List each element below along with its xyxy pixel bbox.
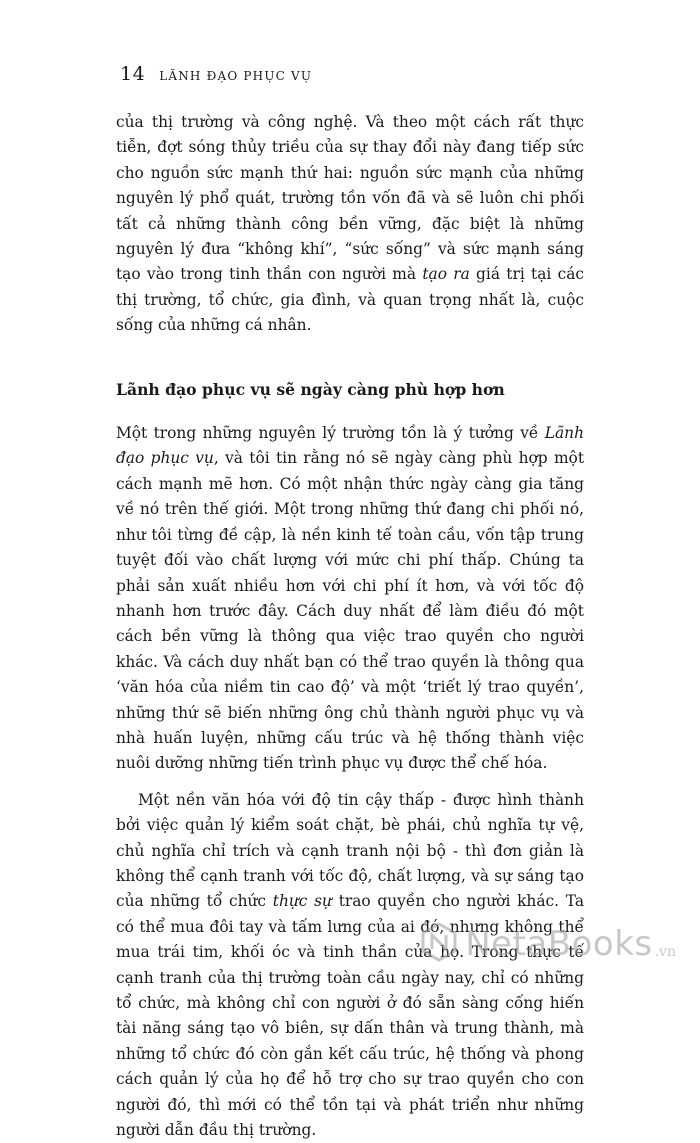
paragraph-1-text-a: của thị trường và công nghệ. Và theo một cách rất thực tiễn, đợt sóng thủy triều của sự thay đổi này đang tiếp sức cho nguồn sức mạnh thứ hai: nguồn sức mạnh của những nguyên lý phổ quát, trường tồn vốn đã và sẽ luôn chi phối tất cả những thành công bền vững, đặc biệt là những nguyên lý đưa “không khí”, “sức sống” và sức mạnh sáng tạo vào trong tinh thần con người mà	[116, 113, 584, 284]
paragraph-2-italic: Lãnh đạo phục vụ	[116, 424, 584, 468]
paragraph-1	[116, 110, 584, 339]
running-title: LÃNH ĐẠO PHỤC VỤ	[159, 69, 313, 83]
section-heading: Lãnh đạo phục vụ sẽ ngày càng phù hợp hơn	[116, 379, 505, 399]
watermark-suffix: .vn	[654, 944, 676, 960]
paragraph-3-text-a: Một nền văn hóa với độ tin cậy thấp - được hình thành bởi việc quản lý kiểm soát chặt, bè phái, chủ nghĩa tự vệ, chủ nghĩa chỉ trích và cạnh tranh nội bộ - thì đơn giản là không thể cạnh tranh với tốc độ, chất lượng, và sự sáng tạo của những tổ chức	[116, 790, 584, 911]
paragraph-2	[116, 421, 584, 777]
paragraph-2-text-b: , và tôi tin rằng nó sẽ ngày càng phù hợp một cách mạnh mẽ hơn. Có một nhận thức ngày càng gia tăng về nó trên thế giới. Một trong những thứ đang chi phối nó, như tôi từng đề cập, là nền kinh tế toàn cầu, vốn tập trung tuyệt đối vào chất lượng với mức chi phí thấp. Chúng ta phải sản xuất nhiều hơn với chi phí ít hơn, và với tốc độ nhanh hơn trước đây. Cách duy nhất để làm điều đó một cách bền vững là thông qua việc trao quyền cho người khác. Và cách duy nhất bạn có thể trao quyền là thông qua ‘văn hóa của niềm tin cao độ’ và một ‘triết lý trao quyền’, những thứ sẽ biến những ông chủ thành người phục vụ và nhà huấn luyện, những cấu trúc và hệ thống thành việc nuôi dưỡng những tiến trình phục vụ được thể chế hóa.	[116, 449, 585, 773]
watermark-brand: NetaBooks	[465, 924, 653, 964]
paragraph-3-italic: thực sự	[272, 892, 332, 911]
page-header	[120, 63, 312, 85]
paragraph-1-text-b: giá trị tại các thị trường, tổ chức, gia đình, và quan trọng nhất là, cuộc sống của những cá nhân.	[116, 265, 584, 335]
paragraph-3-text-b: trao quyền cho người khác. Ta có thể mua đôi tay và tấm lưng của ai đó, nhưng không thể mua trái tim, khối óc và tinh thần của họ. Trong thực tế cạnh tranh của thị trường toàn cầu ngày nay, chỉ có những tổ chức, mà không chỉ con người ở đó sẵn sàng cống hiến tài năng sáng tạo vô biên, sự dấn thân và trung thành, mà những tổ chức đó còn gắn kết cấu trúc, hệ thống và phong cách quản lý của họ để hỗ trợ cho sự trao quyền cho con người đó, thì mới có thể tồn tại và phát triển như những người dẫn đầu thị trường.	[116, 892, 584, 1140]
page-number: 14	[120, 63, 146, 85]
paragraph-1-italic: tạo ra	[422, 265, 470, 284]
paragraph-2-text-a: Một trong những nguyên lý trường tồn là ý tưởng về	[116, 424, 545, 443]
watermark	[419, 922, 676, 966]
netabooks-logo-icon	[419, 922, 459, 966]
page-body	[116, 110, 584, 1143]
